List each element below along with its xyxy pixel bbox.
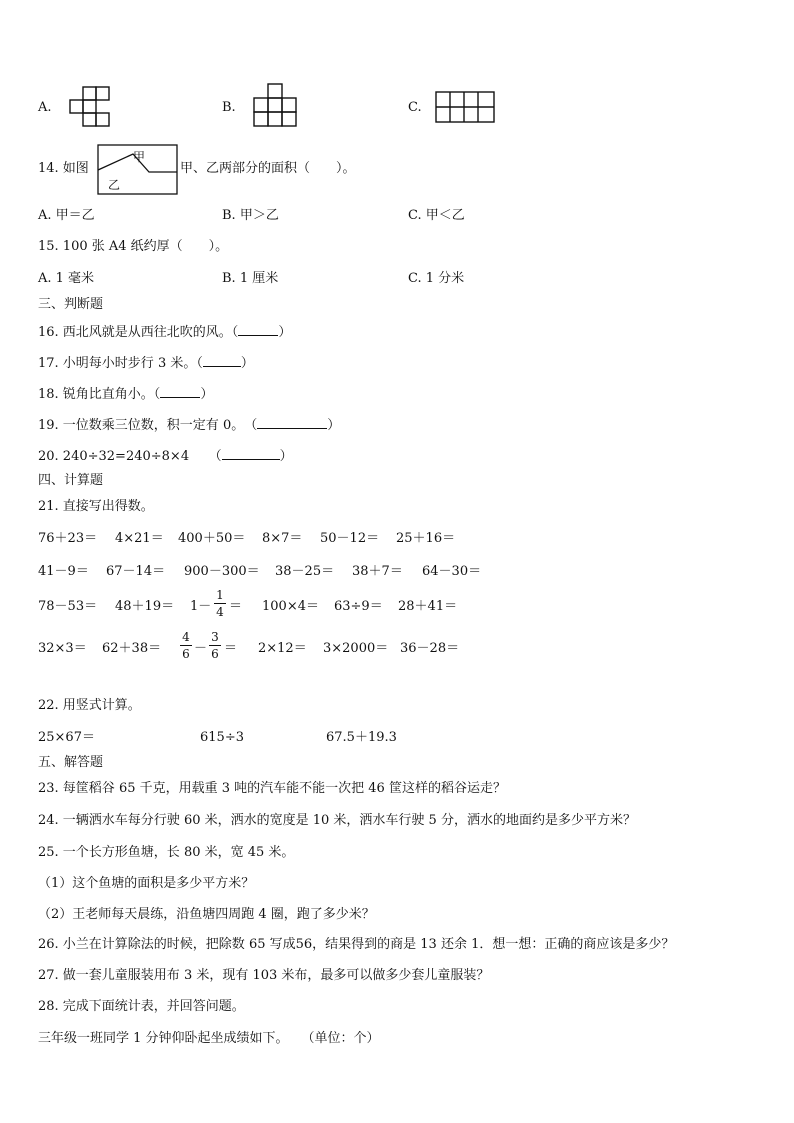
calc-item: 76＋23＝ — [38, 531, 98, 546]
option-b-label: B. — [222, 100, 236, 115]
q15-option-b: B. 1 厘米 — [222, 271, 279, 286]
q18-answer-blank[interactable] — [160, 385, 200, 398]
q14-option-b: B. 甲＞乙 — [222, 208, 279, 223]
q15-option-c: C. 1 分米 — [408, 271, 465, 286]
q22-title: 22. 用竖式计算。 — [38, 698, 141, 713]
q25-part2: （2）王老师每天晨练，沿鱼塘四周跑 4 圈，跑了多少米？ — [38, 907, 375, 922]
cube-net-b-figure — [252, 82, 300, 132]
calc-item: 25＋16＝ — [396, 531, 456, 546]
fraction-denominator: 6 — [211, 647, 219, 661]
calc-fraction-lead: 1－ — [190, 599, 212, 614]
calc-fraction-equals: ＝ — [224, 641, 238, 656]
q19-close: ） — [327, 418, 341, 433]
q18-close: ） — [200, 387, 214, 402]
calc-fraction-equals: ＝ — [229, 599, 243, 614]
q19-text: 19. 一位数乘三位数，积一定有 0。 （ — [38, 418, 258, 433]
calc-item: 900－300＝ — [184, 564, 260, 579]
calc-item: 48＋19＝ — [115, 599, 175, 614]
calc-item: 78－53＝ — [38, 599, 98, 614]
section-3-heading: 三、判断题 — [38, 297, 104, 312]
q25-part1: （1）这个鱼塘的面积是多少平方米？ — [38, 876, 255, 891]
q15-text: 15. 100 张 A4 纸约厚（ ）。 — [38, 239, 229, 254]
fraction-four-sixths — [180, 630, 192, 661]
q26-text: 26. 小兰在计算除法的时候，把除数 65 写成56，结果得到的商是 13 还余 1．想一想：正确的商应该是多少？ — [38, 937, 675, 952]
calc-item: 36－28＝ — [400, 641, 460, 656]
calc-item: 4×21＝ — [115, 531, 164, 546]
q28-note: 三年级一班同学 1 分钟仰卧起坐成绩如下。 （单位：个） — [38, 1031, 380, 1046]
q21-title: 21. 直接写出得数。 — [38, 499, 154, 514]
q17-close: ） — [240, 356, 254, 371]
fraction-one-quarter — [214, 588, 226, 619]
q20-close: ） — [279, 449, 293, 464]
calc-item: 38＋7＝ — [352, 564, 403, 579]
fraction-denominator: 4 — [216, 605, 224, 619]
calc-item: 3×2000＝ — [323, 641, 389, 656]
calc-item: 32×3＝ — [38, 641, 87, 656]
q17-text: 17. 小明每小时步行 3 米。（ — [38, 356, 203, 371]
cube-net-c-figure — [434, 90, 496, 124]
q20 — [38, 447, 293, 466]
calc-item: 63÷9＝ — [334, 599, 383, 614]
q27-text: 27. 做一套儿童服装用布 3 米，现有 103 米布，最多可以做多少套儿童服装？ — [38, 968, 490, 983]
q14-suffix: 甲、乙两部分的面积（ ）。 — [180, 161, 356, 176]
q19 — [38, 416, 340, 435]
calc-item: 8×7＝ — [262, 531, 303, 546]
q14-option-a: A. 甲＝乙 — [38, 208, 95, 223]
fraction-denominator: 6 — [182, 647, 190, 661]
q18-text: 18. 锐角比直角小。（ — [38, 387, 161, 402]
q23-text: 23. 每筐稻谷 65 千克，用载重 3 吨的汽车能不能一次把 46 筐这样的稻谷运走？ — [38, 781, 506, 796]
calc-item: 64－30＝ — [422, 564, 482, 579]
section-4-heading: 四、计算题 — [38, 473, 104, 488]
fraction-numerator: 4 — [182, 630, 190, 644]
calc-item: 100×4＝ — [262, 599, 319, 614]
calc-fraction-op: － — [194, 641, 208, 656]
calc-item: 67－14＝ — [106, 564, 166, 579]
calc-item: 2×12＝ — [258, 641, 307, 656]
fraction-numerator: 3 — [211, 630, 219, 644]
vertical-calc-item: 25×67＝ — [38, 730, 95, 745]
option-c-label: C. — [408, 100, 422, 115]
q19-answer-blank[interactable] — [257, 416, 327, 429]
q24-text: 24. 一辆洒水车每分行驶 60 米，洒水的宽度是 10 米，洒水车行驶 5 分，洒水的地面约是多少平方米？ — [38, 813, 636, 828]
q17 — [38, 354, 254, 373]
q18 — [38, 385, 213, 404]
q16 — [38, 323, 291, 342]
q25-text: 25. 一个长方形鱼塘，长 80 米，宽 45 米。 — [38, 845, 295, 860]
q16-text: 16. 西北风就是从西往北吹的风。（ — [38, 325, 239, 340]
calc-item: 400＋50＝ — [178, 531, 246, 546]
q20-text: 20. 240÷32=240÷8×4 （ — [38, 449, 222, 464]
vertical-calc-item: 67.5＋19.3 — [326, 730, 397, 745]
calc-item: 62＋38＝ — [102, 641, 162, 656]
calc-item: 50－12＝ — [320, 531, 380, 546]
q15-option-a: A. 1 毫米 — [38, 271, 95, 286]
cube-net-a-figure — [64, 86, 110, 130]
option-a-label: A. — [38, 100, 52, 115]
calc-item: 28＋41＝ — [398, 599, 458, 614]
q14-label-jia: 甲 — [133, 150, 146, 164]
calc-item: 41－9＝ — [38, 564, 89, 579]
fraction-three-sixths — [209, 630, 221, 661]
section-5-heading: 五、解答题 — [38, 755, 104, 770]
q16-answer-blank[interactable] — [238, 323, 278, 336]
q14-label-yi: 乙 — [108, 178, 121, 192]
vertical-calc-item: 615÷3 — [200, 730, 244, 745]
q17-answer-blank[interactable] — [203, 354, 241, 367]
fraction-numerator: 1 — [216, 588, 224, 602]
q16-close: ） — [278, 325, 292, 340]
q14-prefix: 14. 如图 — [38, 161, 89, 176]
q14-option-c: C. 甲＜乙 — [408, 208, 465, 223]
q20-answer-blank[interactable] — [222, 447, 280, 460]
q28-text: 28. 完成下面统计表，并回答问题。 — [38, 999, 245, 1014]
calc-item: 38－25＝ — [275, 564, 335, 579]
